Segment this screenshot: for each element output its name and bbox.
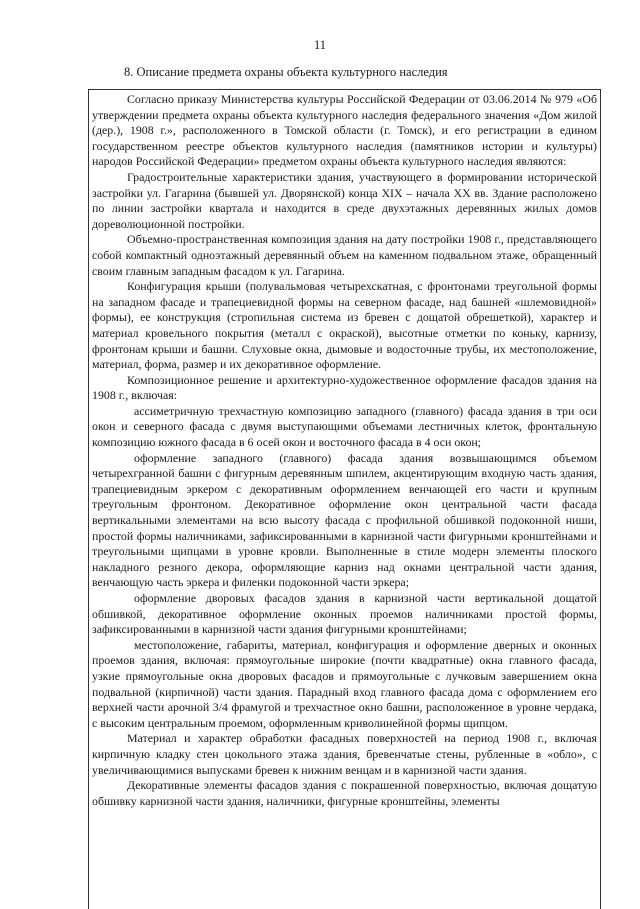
paragraph-volume-composition: Объемно-пространственная композиция здания на дату постройки 1908 г., представляющего собой компактный одноэтажный деревянный объем на каменном подвальном этаже, обращенный своим главным западным фасадом к ул. Гагарина. <box>92 232 597 278</box>
paragraph-urban-characteristics: Градостроительные характеристики здания, участвующего в формировании исторической застройки ул. Гагарина (бывшей ул. Дворянской) конца XIX – начала XX вв. Здание расположено по линии застройки квартала и находится в среде двухэтажных деревянных жилых домов дореволюционной постройки. <box>92 169 597 231</box>
section-heading: 8. Описание предмета охраны объекта культурного наследия <box>124 65 448 79</box>
body-text <box>92 92 597 809</box>
paragraph-courtyard-facades: оформление дворовых фасадов здания в карнизной части вертикальной дощатой обшивкой, декоративное оформление оконных проемов наличниками простой формы, зафиксированными в карнизной части здания фигурными кронштейнами; <box>92 591 597 637</box>
paragraph-intro: Согласно приказу Министерства культуры Российской Федерации от 03.06.2014 № 979 «Об утверждении предмета охраны объекта культурного наследия федерального значения «Дом жилой (дер.), 1908 г.», расположенного в Томской области (г. Томск), и его регистрации в едином государственном реестре объектов культурного наследия (памятников истории и культуры) народов Российской Федерации» предметом охраны объекта культурного наследия являются: <box>92 92 597 169</box>
paragraph-facade-composition: Композиционное решение и архитектурно-художественное оформление фасадов здания на 1908 г., включая: <box>92 372 597 403</box>
page-number: 11 <box>313 38 327 52</box>
content-frame <box>88 89 601 909</box>
paragraph-decorative-elements: Декоративные элементы фасадов здания с покрашенной поверхностью, включая дощатую обшивку карнизной части здания, наличники, фигурные кронштейны, элементы <box>92 778 597 808</box>
paragraph-asymmetric-composition: ассиметричную трехчастную композицию западного (главного) фасада здания в три оси окон и северного фасада с двумя выступающими объемами лестничных клеток, фронтальную композицию южного фасада в 6 осей окон и восточного фасада в 4 оси окон; <box>92 403 597 450</box>
paragraph-materials: Материал и характер обработки фасадных поверхностей на период 1908 г., включая кирпичную кладку стен цокольного этажа здания, бревенчатые стены, рубленные в «обло», с увеличивающимися выпусками бревен к нижним венцам и в карнизной части здания. <box>92 731 597 777</box>
paragraph-roof-configuration: Конфигурация крыши (полувальмовая четырехскатная, с фронтонами треугольной формы на западном фасаде и трапециевидной формы на северном фасаде, над башней «шлемовидной» формы), ее конструкция (стропильная система из бревен с дощатой обрешеткой), характер и материал кровельного покрытия (металл с окраской), высотные отметки по коньку, карнизу, фронтонам крыши и башни. Слуховые окна, дымовые и водосточные трубы, их местоположение, материал, форма, размер и их декоративное оформление. <box>92 279 597 372</box>
paragraph-west-facade: оформление западного (главного) фасада здания возвышающимся объемом четырехгранной башни с фигурным деревянным шпилем, акцентирующим входную часть здания, трапециевидным эркером с декоративным оформлением венчающей его части и крупным треугольным фронтоном. Декоративное оформление окон центральной части фасада вертикальными элементами на всю высоту фасада с профильной обшивкой подоконной ниши, простой формы наличниками, зафиксированными в карнизной части фигурными кронштейнами и треугольными щипцами в уровне кровли. Выполненные в стиле модерн элементы плоского накладного резного декора, оформляющие карниз над окнами центральной части здания, венчающую часть эркера и филенки подоконной части эркера; <box>92 450 597 590</box>
paragraph-openings: местоположение, габариты, материал, конфигурация и оформление дверных и оконных проемов здания, включая: прямоугольные широкие (почти квадратные) окна главного фасада, узкие прямоугольные окна дворовых фасадов и прямоугольные с лучковым завершением окна подвальной (кирпичной) части здания. Парадный вход главного фасада дома с оформлением его верхней части арочной 3/4 фрамугой и трехчастное окно башни, расположенное в уровне чердака, с высоким центральным проемом, оформленным криволинейной формы щипцом. <box>92 637 597 730</box>
